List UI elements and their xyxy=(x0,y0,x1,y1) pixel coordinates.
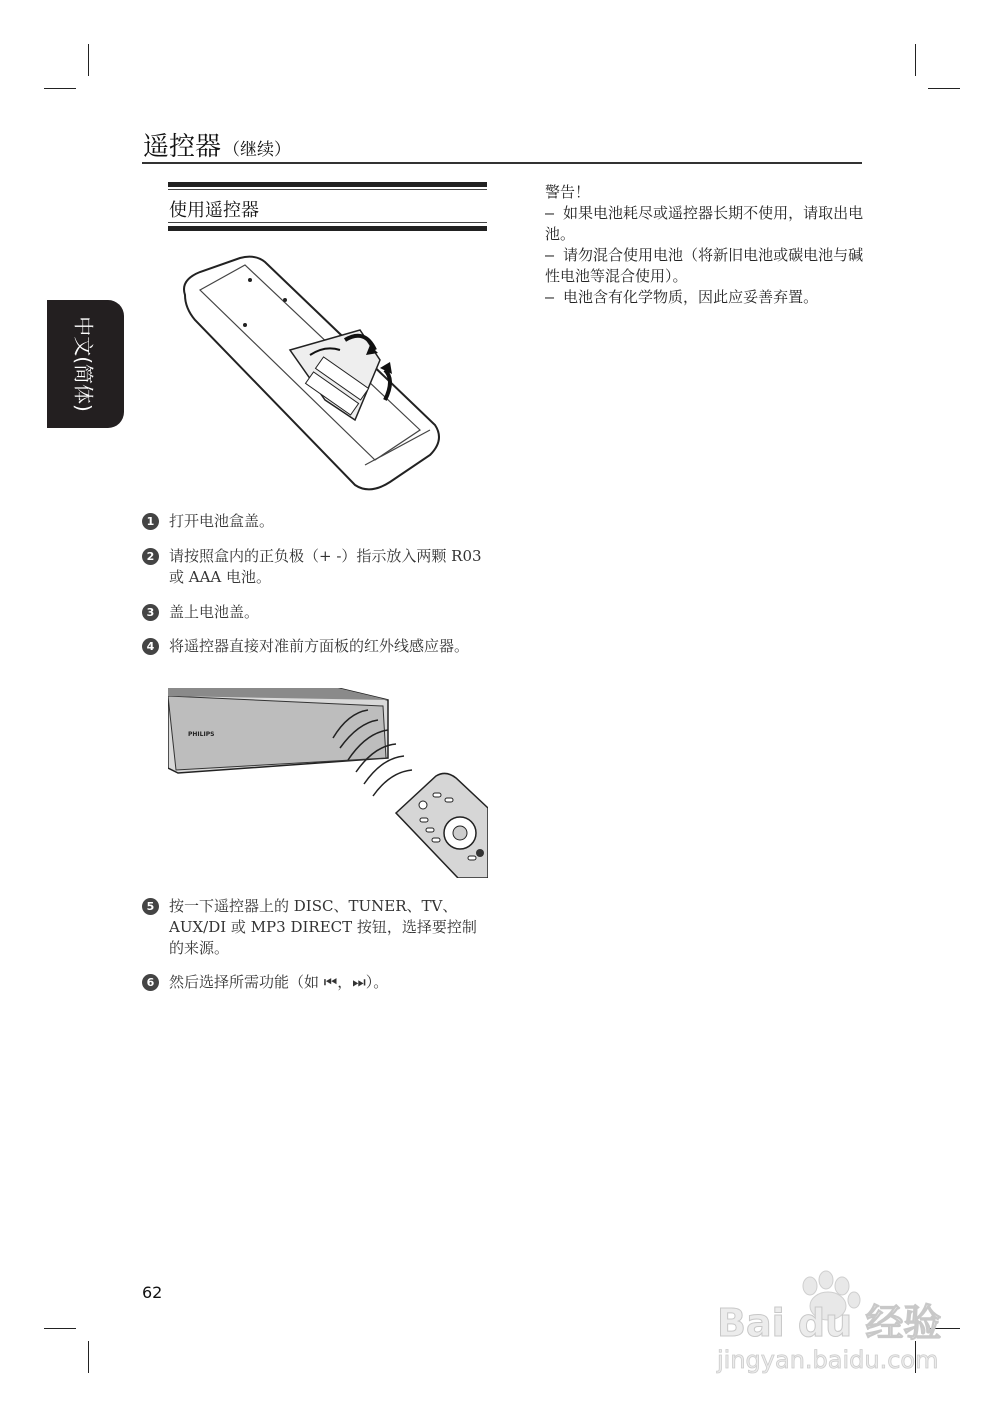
step-text: 然后选择所需功能（如 ⏮，⏭）。 xyxy=(169,973,389,991)
remote-battery-illustration xyxy=(180,250,450,500)
step-number: 4 xyxy=(142,638,159,655)
step-text: 盖上电池盖。 xyxy=(169,603,260,621)
page-number: 62 xyxy=(142,1283,163,1302)
step-number: 5 xyxy=(142,898,159,915)
step-number: 2 xyxy=(142,548,159,565)
section-rule-bottom xyxy=(168,226,487,231)
warning-item: – 电池含有化学物质，因此应妥善弃置。 xyxy=(545,288,819,306)
step-4 xyxy=(142,636,489,657)
warning-block xyxy=(545,182,865,308)
step-text: 请按照盒内的正负极（+ -）指示放入两颗 R03 或 AAA 电池。 xyxy=(169,547,482,586)
language-tab xyxy=(47,300,124,428)
watermark-url: jingyan.baidu.com xyxy=(717,1346,939,1374)
device-remote-illustration xyxy=(168,688,488,878)
baidu-watermark xyxy=(712,1268,962,1378)
step-number: 6 xyxy=(142,974,159,991)
step-text: 将遥控器直接对准前方面板的红外线感应器。 xyxy=(169,637,470,655)
step-1 xyxy=(142,511,489,532)
page-title xyxy=(143,126,291,163)
section-rule-top xyxy=(168,182,487,187)
title-rule xyxy=(142,162,862,164)
step-number: 3 xyxy=(142,604,159,621)
step-3 xyxy=(142,602,489,623)
step-number: 1 xyxy=(142,513,159,530)
section-title: 使用遥控器 xyxy=(169,200,259,221)
step-text: 打开电池盒盖。 xyxy=(169,512,275,530)
section-rule-top-thin xyxy=(168,189,487,190)
warning-item: – 请勿混合使用电池（将新旧电池或碳电池与碱性电池等混合使用）。 xyxy=(545,246,864,285)
section-rule-bottom-thin xyxy=(168,222,487,223)
title-main: 遥控器 xyxy=(143,132,222,162)
device-brand-label: PHILIPS xyxy=(188,731,215,738)
step-6 xyxy=(142,972,489,993)
step-text: 按一下遥控器上的 DISC、TUNER、TV、AUX/DI 或 MP3 DIRECT 按钮，选择要控制的来源。 xyxy=(169,897,477,957)
watermark-logo: Bai du 经验 xyxy=(717,1301,942,1345)
warning-item: – 如果电池耗尽或遥控器长期不使用，请取出电池。 xyxy=(545,204,864,243)
language-tab-label: 中文(简体) xyxy=(71,316,96,412)
step-5 xyxy=(142,896,489,959)
warning-title: 警告！ xyxy=(545,183,591,201)
title-subtitle: （继续） xyxy=(223,140,292,160)
step-2 xyxy=(142,546,489,588)
